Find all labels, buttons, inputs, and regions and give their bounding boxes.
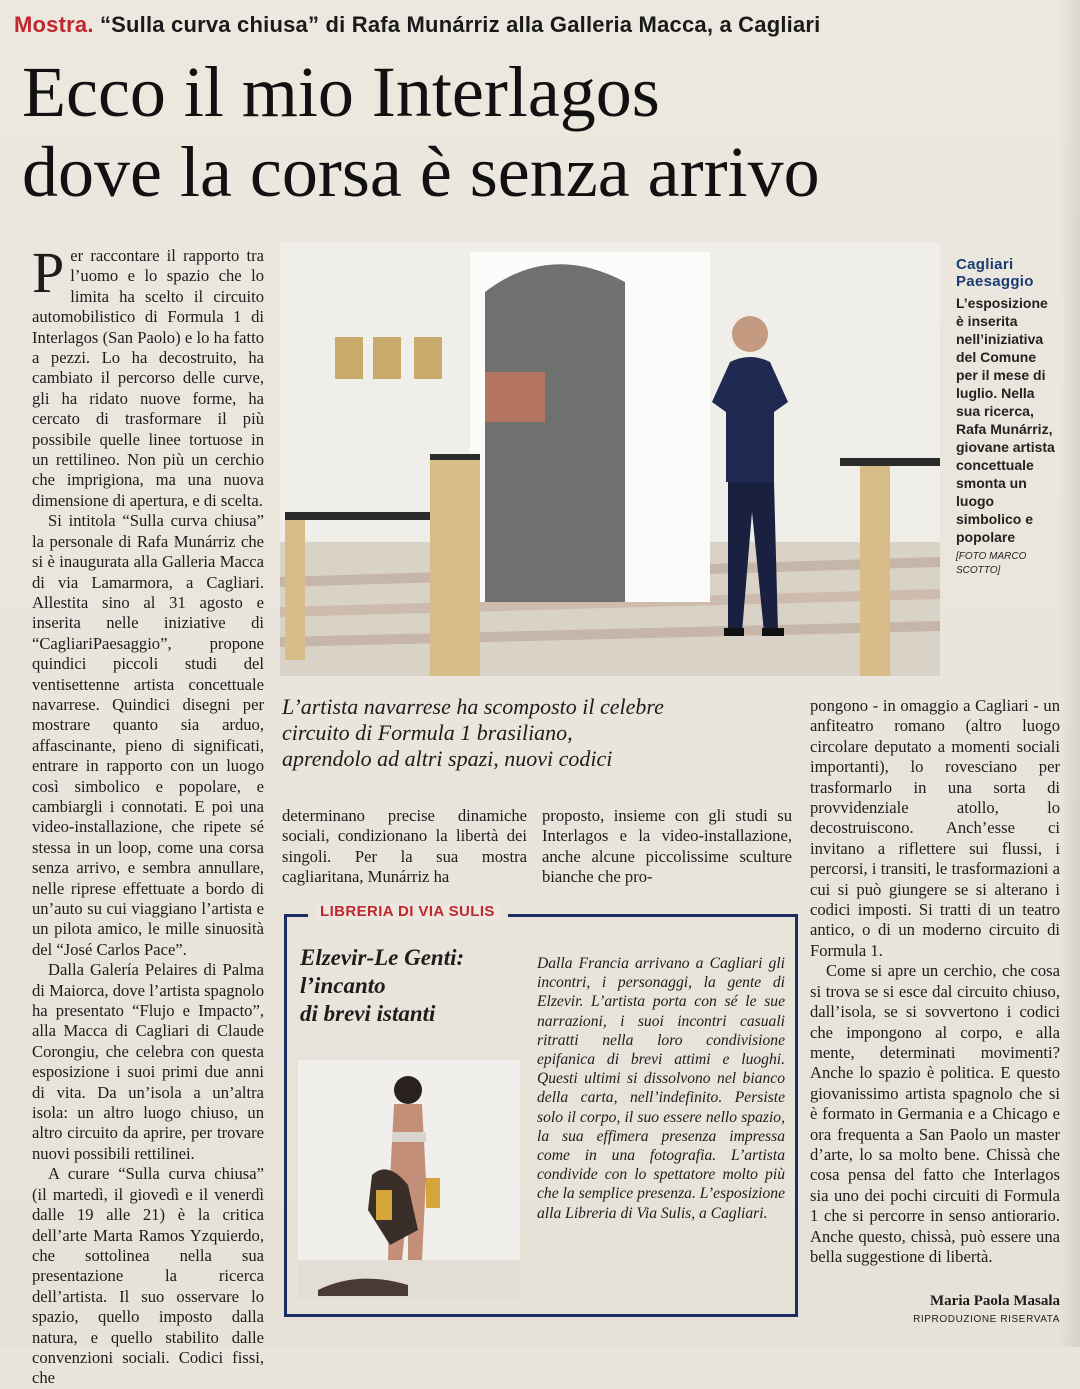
paragraph-2: Si intitola “Sulla curva chiusa” la personale di Rafa Munárriz che si è inaugurata alla Galleria Macca di via Lamarmora, a Cagliari. Allestita sino al 31 agosto e inserita nelle iniziative di “CagliariPaesaggio”, propone quindici piccoli studi del ventisettenne artista concettuale navarrese. Quindici disegni per mostrare quanto sia arduo, affascinante, pieno di significati, entrare in rapporto con un luogo così simbolico e popolare, e cambiargli i connotati. E poi una video-installazione, che ripete sé stessa in un loop, come una corsa senza arrivo, e sembra annullare, nelle riprese effettuate a bordo di un’auto su cui viaggiano l’artista e un pilota amico, le mille sinuosità del “José Carlos Pace”. bbox=[32, 511, 264, 959]
page-edge-shadow bbox=[1060, 0, 1080, 1347]
box-headline-line-1: Elzevir-Le Genti: bbox=[300, 945, 465, 970]
pull-quote bbox=[282, 694, 792, 772]
performance-photo bbox=[298, 1060, 520, 1298]
sidebar-title-line-1: Cagliari bbox=[956, 256, 1014, 273]
headline-line-1: Ecco il mio Interlagos bbox=[22, 52, 660, 132]
pull-quote-line-1: L’artista navarrese ha scomposto il celebre bbox=[282, 694, 664, 719]
pull-quote-line-3: aprendolo ad altri spazi, nuovi codici bbox=[282, 746, 613, 771]
photo-credit: [FOTO MARCO SCOTTO] bbox=[956, 551, 1027, 576]
gallery-photo bbox=[280, 242, 940, 676]
sidebar-box-label: LIBRERIA DI VIA SULIS bbox=[314, 903, 501, 920]
rights-notice: RIPRODUZIONE RISERVATA bbox=[913, 1314, 1060, 1325]
article-column-1 bbox=[32, 240, 264, 1389]
article-column-3 bbox=[542, 806, 792, 888]
drop-cap: P bbox=[32, 240, 65, 305]
box-top-border-right bbox=[508, 914, 798, 917]
sidebar-box-text: Dalla Francia arrivano a Cagliari gli incontri, i personaggi, la gente di Elzevir. L’artista porta con sé le sue narrazioni, i suoi incontri casuali ritratti nella loro condivisione epifanica di brevi attimi e luoghi. Questi ultimi si dissolvono nel bianco della carta, nell’indefinito. Persiste solo il corpo, il suo essere nello spazio, la sua effimera presenza impressa come in una fotografia. L’artista condivide con lo spettatore molto più che la semplice presenza. L’esposizione alla Libreria di Via Sulis, a Cagliari. bbox=[537, 955, 785, 1222]
sidebar-caption: L’esposizione è inserita nell’iniziativa del Comune per il mese di luglio. Nella sua ricerca, Rafa Munárriz, giovane artista concettuale smonta un luogo simbolico e popolare bbox=[956, 295, 1055, 545]
gallery-photo-illustration bbox=[280, 242, 940, 676]
pull-quote-line-2: circuito di Formula 1 brasiliano, bbox=[282, 720, 573, 745]
kicker-section: Mostra. bbox=[14, 12, 94, 37]
photo-sidebar bbox=[956, 256, 1056, 578]
article-column-2 bbox=[282, 806, 527, 888]
column-4-paragraph-1: pongono - in omaggio a Cagliari - un anfiteatro romano (altro luogo circolare deputato a momenti sociali importanti), lo rovesciano per trasformarlo in una sorta di provvidenziale atollo, lo decostruiscono. Anch’esse ci invitano a riflettere sui flussi, i percorsi, i transiti, le trasformazioni a cui si può giungere se si alterano i codici imposti. Si tratti di un teatro antico, o di un moderno circuito di Formula 1. bbox=[810, 696, 1060, 960]
box-headline-line-3: di brevi istanti bbox=[300, 1001, 436, 1026]
column-3-text: proposto, insieme con gli studi su Interlagos e la video-installazione, anche alcune piccolissime sculture bianche che pro- bbox=[542, 806, 792, 887]
column-4-paragraph-2: Come si apre un cerchio, che cosa si trova se si esce dal circuito chiuso, dall’isola, se si sovvertono i codici che impongono al corpo, e alla mente, determinati movimenti? Anche lo spazio è politica. E questo giovanissimo artista spagnolo che si è formato in Germania e a Chicago e ora frequenta a San Paolo un master d’arte, lo sa molto bene. Chissà che cosa pensa del fatto che Interlagos sia uno dei pochi circuiti di Formula 1 che si percorre in senso antiorario. Anche questo, chissà, può essere una bella suggestione di libertà. bbox=[810, 961, 1060, 1266]
box-headline-line-2: l’incanto bbox=[300, 973, 386, 998]
headline-line-2: dove la corsa è senza arrivo bbox=[22, 132, 820, 212]
column-2-text: determinano precise dinamiche sociali, condizionano la libertà dei singoli. Per la sua mostra cagliaritana, Munárriz ha bbox=[282, 806, 527, 887]
paragraph-1 bbox=[32, 240, 264, 511]
author-byline: Maria Paola Masala bbox=[930, 1293, 1060, 1309]
paragraph-4: A curare “Sulla curva chiusa” (il martedì, il giovedì e il venerdì dalle 19 alle 21) è la critica dell’arte Marta Ramos Yzquierdo, che sottolinea nella sua presentazione la ricerca dell’artista. Il suo osservare lo spazio, quello imposto dalla natura, e quello stabilito dalle convenzioni sociali. Codici fissi, che bbox=[32, 1164, 264, 1388]
kicker bbox=[14, 12, 1064, 38]
headline bbox=[22, 52, 1062, 212]
sidebar-title-line-2: Paesaggio bbox=[956, 273, 1034, 290]
article-column-4 bbox=[810, 696, 1060, 1267]
box-top-border-left bbox=[284, 914, 308, 917]
kicker-text: “Sulla curva chiusa” di Rafa Munárriz alla Galleria Macca, a Cagliari bbox=[99, 12, 821, 37]
performance-photo-illustration bbox=[298, 1060, 520, 1298]
paragraph-1-text: er raccontare il rapporto tra l’uomo e lo spazio che lo limita ha scelto il circuito automobilistico di Formula 1 di Interlagos (San Paolo) e lo ha fatto a pezzi. Lo ha decostruito, ha cambiato il percorso delle curve, gli ha ridato nuove forme, ha cercato di trasformare il più possibile quelle linee tortuose in un rettilineo. Non più un cerchio che imprigiona, ma una nuova dimensione di apertura, e di scelta. bbox=[32, 246, 264, 510]
paragraph-3: Dalla Galería Pelaires di Palma di Maiorca, dove l’artista spagnolo ha presentato “Flujo e Impacto”, alla Macca di Cagliari di Claude Corongiu, che celebra con questa esposizione i suoi primi due anni di vita. Da un’isola a un’altra isola: un altro luogo chiuso, un altro circuito da aprire, per trovare nuovi possibili rettilinei. bbox=[32, 960, 264, 1163]
sidebar-box-headline bbox=[300, 944, 530, 1028]
